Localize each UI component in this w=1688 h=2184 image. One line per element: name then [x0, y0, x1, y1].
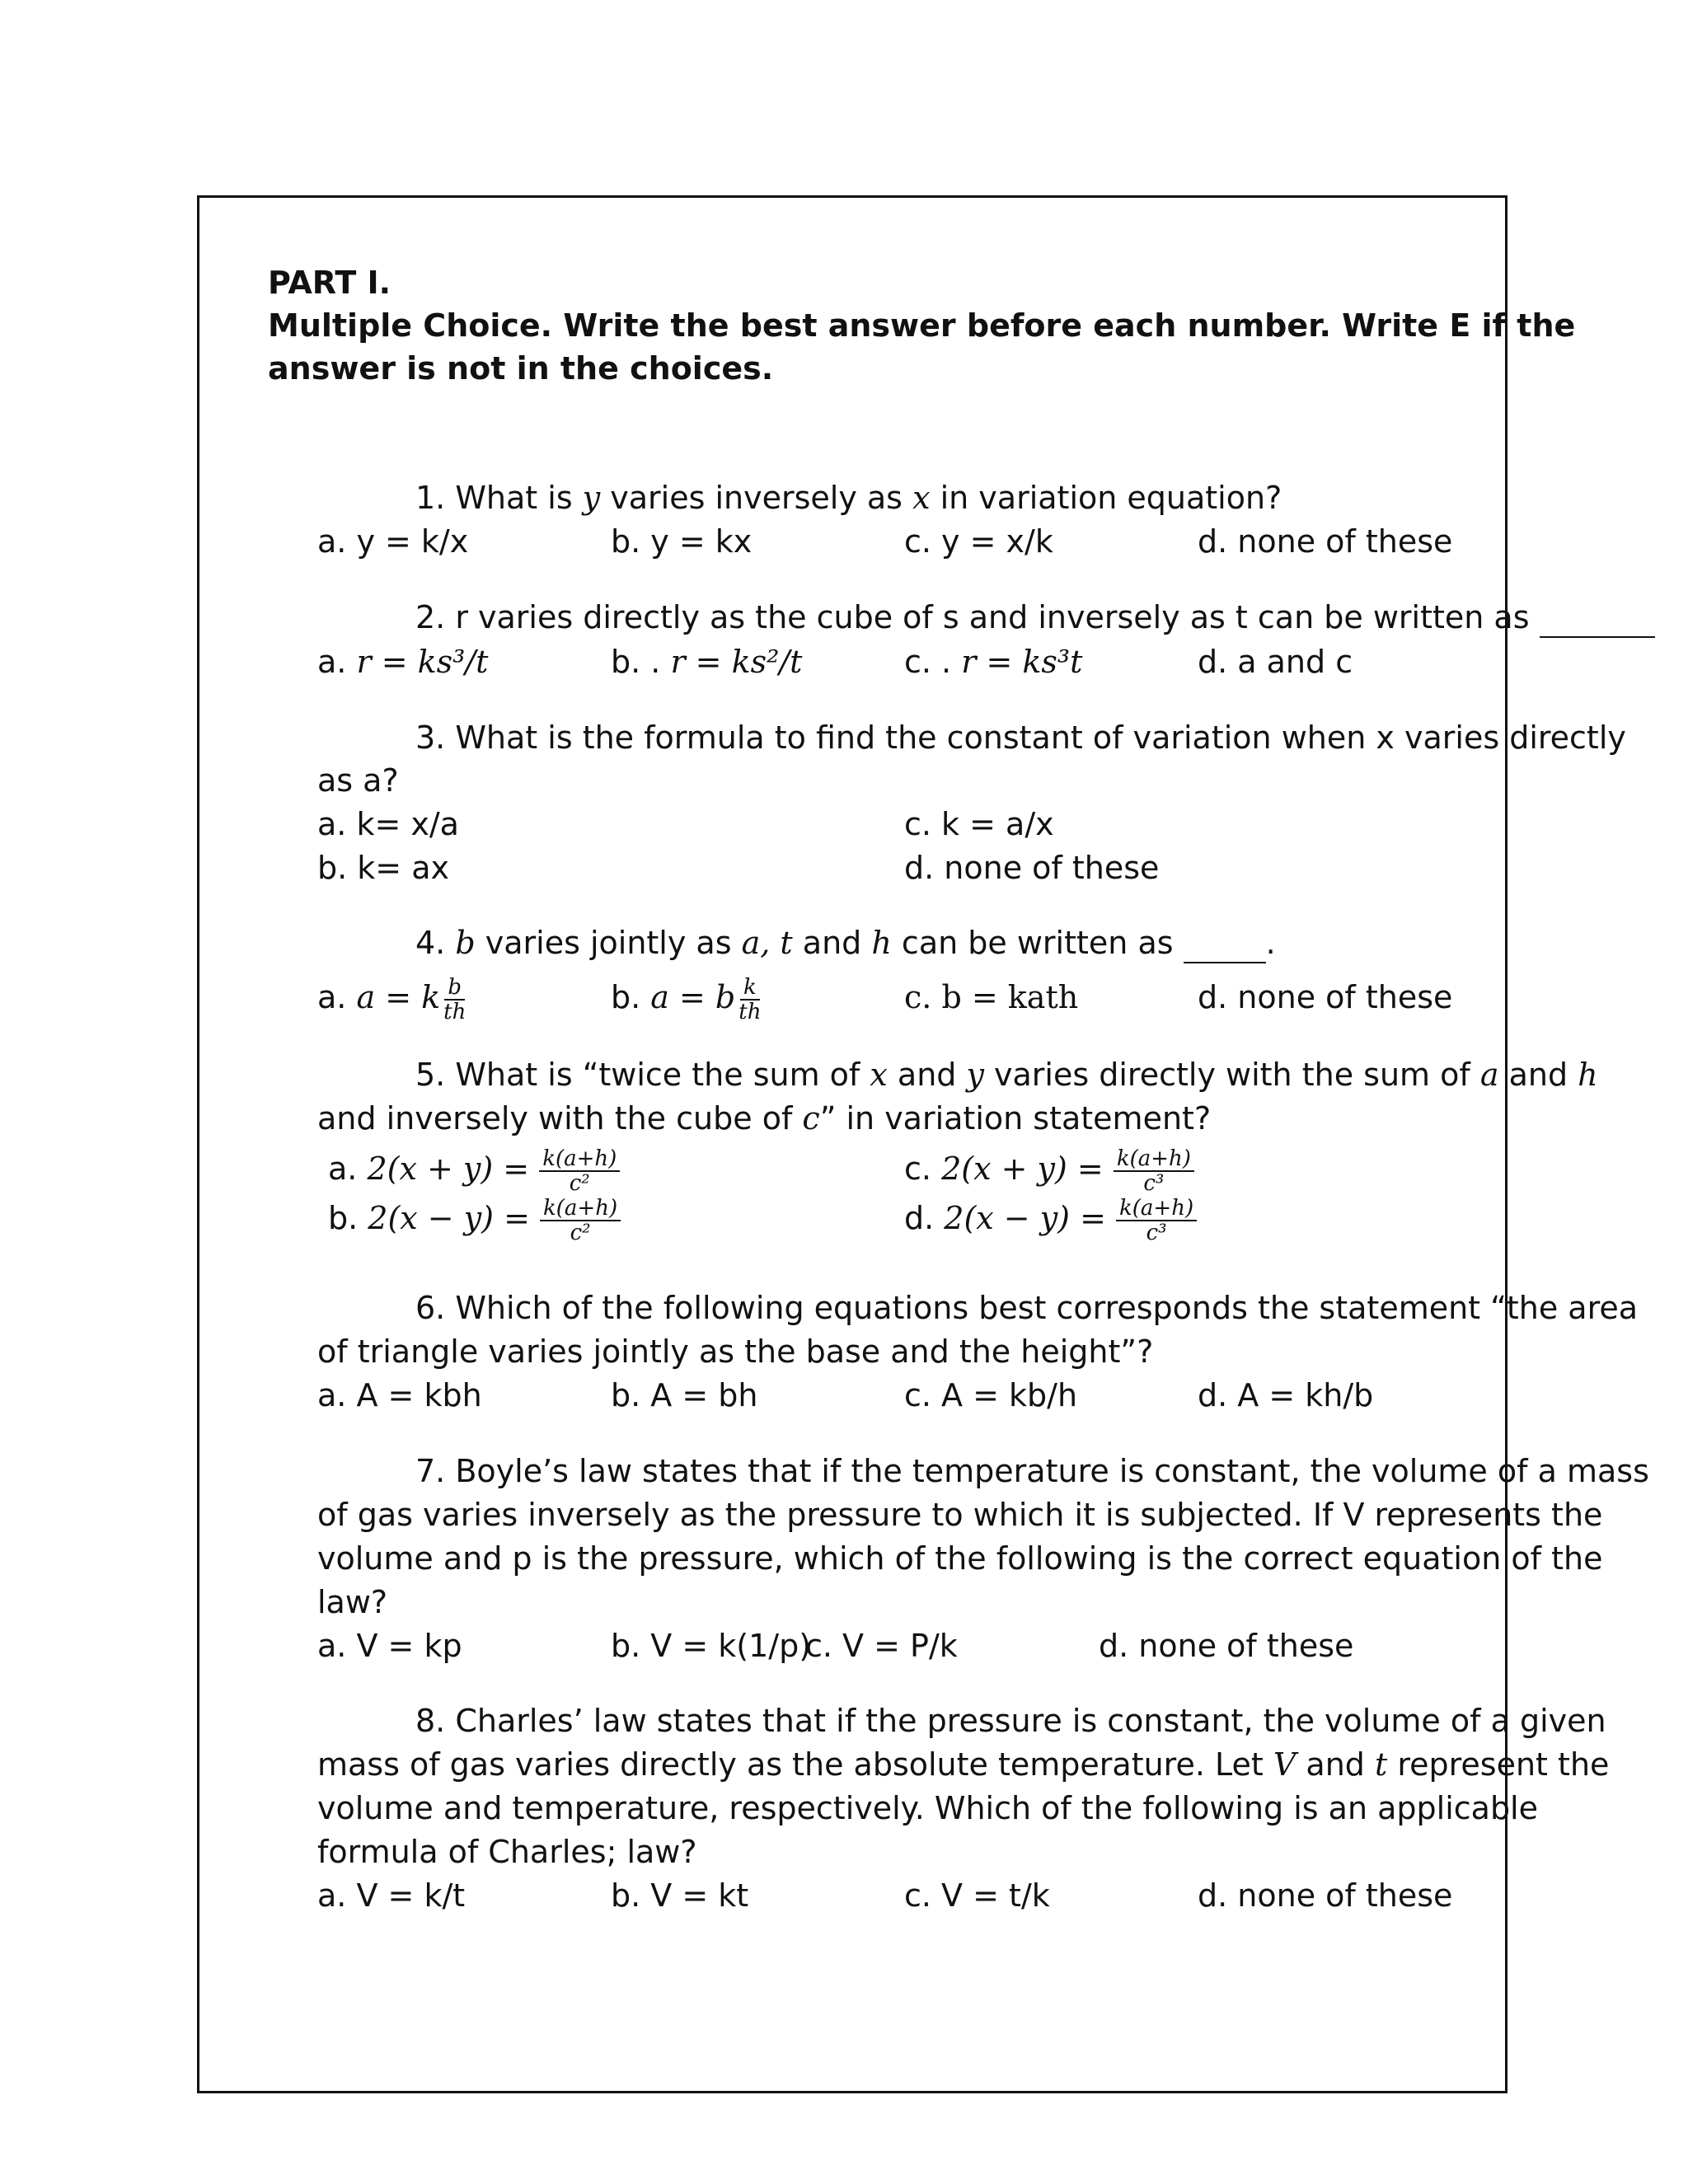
answer-blank: [1184, 924, 1266, 963]
question-1-stem: 1. What is y varies inversely as x in variation equation?: [415, 480, 1282, 516]
q6-option-b: b. A = bh: [611, 1377, 758, 1413]
question-8-stem-line-2: mass of gas varies directly as the absolute temperature. Let V and t represent the: [317, 1746, 1610, 1783]
question-8-stem-line-4: formula of Charles; law?: [317, 1834, 697, 1870]
q5-option-d: d. 2(x − y) = $\frac{k(a+h)}{\text{c³}}$: [904, 1193, 1197, 1244]
q3-option-b: b. k= ax: [317, 850, 449, 886]
question-3-stem-line-1: 3. What is the formula to find the constant of variation when x varies directly: [415, 719, 1626, 756]
q1-option-b: b. y = kx: [611, 523, 753, 560]
fraction: $\frac{b}{th}$: [443, 974, 467, 1024]
q2-option-d: d. a and c: [1198, 644, 1353, 680]
fraction: $\frac{k(a+h)}{\text{c²}}$: [540, 1197, 621, 1244]
question-7-stem-line-1: 7. Boyle’s law states that if the temperature is constant, the volume of a mass: [415, 1453, 1649, 1489]
q7-option-c: c. V = P/k: [805, 1628, 958, 1664]
instructions-line-2: answer is not in the choices.: [268, 350, 774, 387]
q5-option-c: c. 2(x + y) = $\frac{k(a+h)}{\text{c³}}$: [904, 1144, 1194, 1195]
q2-option-c: c. . r = ks³t: [904, 644, 1083, 680]
part-title: PART I.: [268, 265, 392, 301]
question-8-stem-line-1: 8. Charles’ law states that if the pressure is constant, the volume of a given: [415, 1703, 1606, 1739]
question-2-stem: 2. r varies directly as the cube of s and inversely as t can be written as: [415, 598, 1655, 638]
q1-option-d: d. none of these: [1198, 523, 1453, 560]
question-5-stem-line-2: and inversely with the cube of c” in variation statement?: [317, 1100, 1212, 1137]
q7-option-a: a. V = kp: [317, 1628, 462, 1664]
q4-option-d: d. none of these: [1198, 979, 1453, 1015]
fraction: $\frac{k(a+h)}{\text{c²}}$: [539, 1147, 620, 1195]
fraction: $\frac{k}{th}$: [738, 974, 762, 1024]
question-3-stem-line-2: as a?: [317, 762, 399, 799]
q3-option-a: a. k= x/a: [317, 806, 459, 842]
q8-option-a: a. V = k/t: [317, 1877, 466, 1914]
fraction: $\frac{k(a+h)}{\text{c³}}$: [1114, 1147, 1194, 1195]
q8-option-b: b. V = kt: [611, 1877, 749, 1914]
q1-option-a: a. y = k/x: [317, 523, 469, 560]
question-7-stem-line-3: volume and p is the pressure, which of the following is the correct equation of the: [317, 1540, 1603, 1577]
q4-option-a: a. a = k $\frac{b}{th}$: [317, 972, 469, 1024]
test-page-frame: [197, 195, 1649, 2093]
question-6-stem-line-1: 6. Which of the following equations best corresponds the statement “the area: [415, 1290, 1639, 1326]
q2-option-b: b. . r = ks²/t: [611, 644, 803, 680]
instructions-line-1: Multiple Choice. Write the best answer before each number. Write E if the: [268, 307, 1576, 344]
question-4-stem: 4. b varies jointly as a, t and h can be written as .: [415, 924, 1276, 963]
question-6-stem-line-2: of triangle varies jointly as the base and the height”?: [317, 1333, 1154, 1370]
q6-option-a: a. A = kbh: [317, 1377, 482, 1413]
q4-option-b: b. a = b $\frac{k}{th}$: [611, 972, 764, 1024]
q8-option-d: d. none of these: [1198, 1877, 1453, 1914]
q6-option-c: c. A = kb/h: [904, 1377, 1078, 1413]
answer-blank: [1540, 598, 1655, 638]
q5-option-a: a. 2(x + y) = $\frac{k(a+h)}{\text{c²}}$: [328, 1144, 620, 1195]
q7-option-b: b. V = k(1/p): [611, 1628, 812, 1664]
question-7-stem-line-2: of gas varies inversely as the pressure to which it is subjected. If V represents the: [317, 1497, 1603, 1533]
q3-option-c: c. k = a/x: [904, 806, 1054, 842]
question-7-stem-line-4: law?: [317, 1584, 388, 1620]
q8-option-c: c. V = t/k: [904, 1877, 1050, 1914]
q6-option-d: d. A = kh/b: [1198, 1377, 1374, 1413]
q2-option-a: a. r = ks³/t: [317, 644, 489, 680]
q4-option-c: c. b = kath: [904, 979, 1079, 1015]
question-8-stem-line-3: volume and temperature, respectively. Which of the following is an applicable: [317, 1790, 1538, 1826]
q5-option-b: b. 2(x − y) = $\frac{k(a+h)}{\text{c²}}$: [328, 1193, 621, 1244]
question-5-stem-line-1: 5. What is “twice the sum of x and y varies directly with the sum of a and h: [415, 1057, 1598, 1093]
q3-option-d: d. none of these: [904, 850, 1160, 886]
q1-option-c: c. y = x/k: [904, 523, 1053, 560]
fraction: $\frac{k(a+h)}{\text{c³}}$: [1116, 1197, 1197, 1244]
q7-option-d: d. none of these: [1099, 1628, 1354, 1664]
